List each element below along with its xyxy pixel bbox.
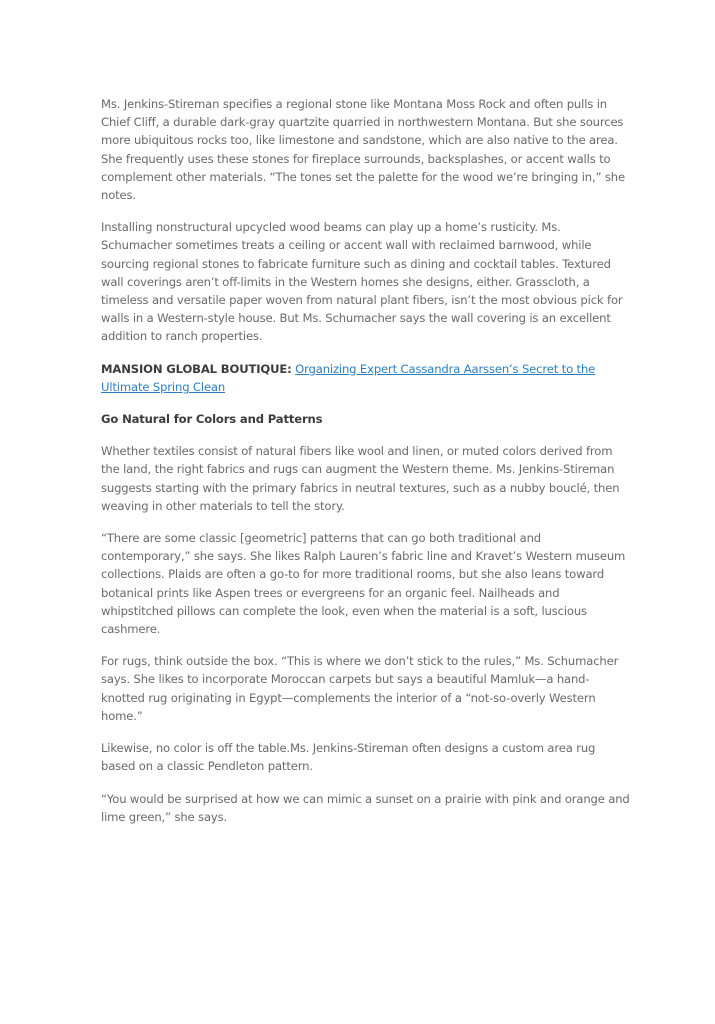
boutique-promo <box>101 360 631 396</box>
paragraph-stone: Ms. Jenkins-Stireman specifies a regional stone like Montana Moss Rock and often pulls in Chief Cliff, a durable dark-gray quartzite quarried in northwestern Montana. But she sources more ubiquitous rocks too, like limestone and sandstone, which are also native to the area. She frequently uses these stones for fireplace surrounds, backsplashes, or accent walls to complement other materials. “The tones set the palette for the wood we’re bringing in,” she notes. <box>101 97 625 203</box>
paragraph-rugs: For rugs, think outside the box. “This is where we don’t stick to the rules,” Ms. Schumacher says. She likes to incorporate Moroccan carpets but says a beautiful Mamluk—a hand-knotted rug originating in Egypt—complements the interior of a “not-so-overly Western home.” <box>101 654 619 723</box>
article-body <box>101 95 631 840</box>
boutique-label: MANSION GLOBAL BOUTIQUE: <box>101 361 292 376</box>
boutique-article-link[interactable]: Organizing Expert Cassandra Aarssen’s Secret to the Ultimate Spring Clean <box>101 361 596 394</box>
paragraph-sunset-quote: “You would be surprised at how we can mimic a sunset on a prairie with pink and orange and lime green,” she says. <box>101 791 630 824</box>
paragraph-textiles: Whether textiles consist of natural fibers like wool and linen, or muted colors derived from the land, the right fabrics and rugs can augment the Western theme. Ms. Jenkins-Stireman suggests starting with the primary fabrics in neutral textures, such as a nubby bouclé, then weaving in other materials to tell the story. <box>101 444 620 513</box>
section-heading: Go Natural for Colors and Patterns <box>101 412 323 427</box>
paragraph-wood-beams: Installing nonstructural upcycled wood beams can play up a home’s rusticity. Ms. Schumacher sometimes treats a ceiling or accent wall with reclaimed barnwood, while sourcing regional stones to fabricate furniture such as dining and cocktail tables. Textured wall coverings aren’t off-limits in the Western homes she designs, either. Grasscloth, a timeless and versatile paper woven from natural plant fibers, isn’t the most obvious pick for walls in a Western-style house. But Ms. Schumacher says the wall covering is an excellent addition to ranch properties. <box>101 220 623 344</box>
paragraph-patterns: “There are some classic [geometric] patterns that can go both traditional and contemporary,” she says. She likes Ralph Lauren’s fabric line and Kravet’s Western museum collections. Plaids are often a go-to for more traditional rooms, but she also leans toward botanical prints like Aspen trees or evergreens for an organic feel. Nailheads and whipstitched pillows can complete the look, even when the material is a soft, luscious cashmere. <box>101 531 626 637</box>
paragraph-color: Likewise, no color is off the table.Ms. Jenkins-Stireman often designs a custom area rug based on a classic Pendleton pattern. <box>101 741 596 774</box>
